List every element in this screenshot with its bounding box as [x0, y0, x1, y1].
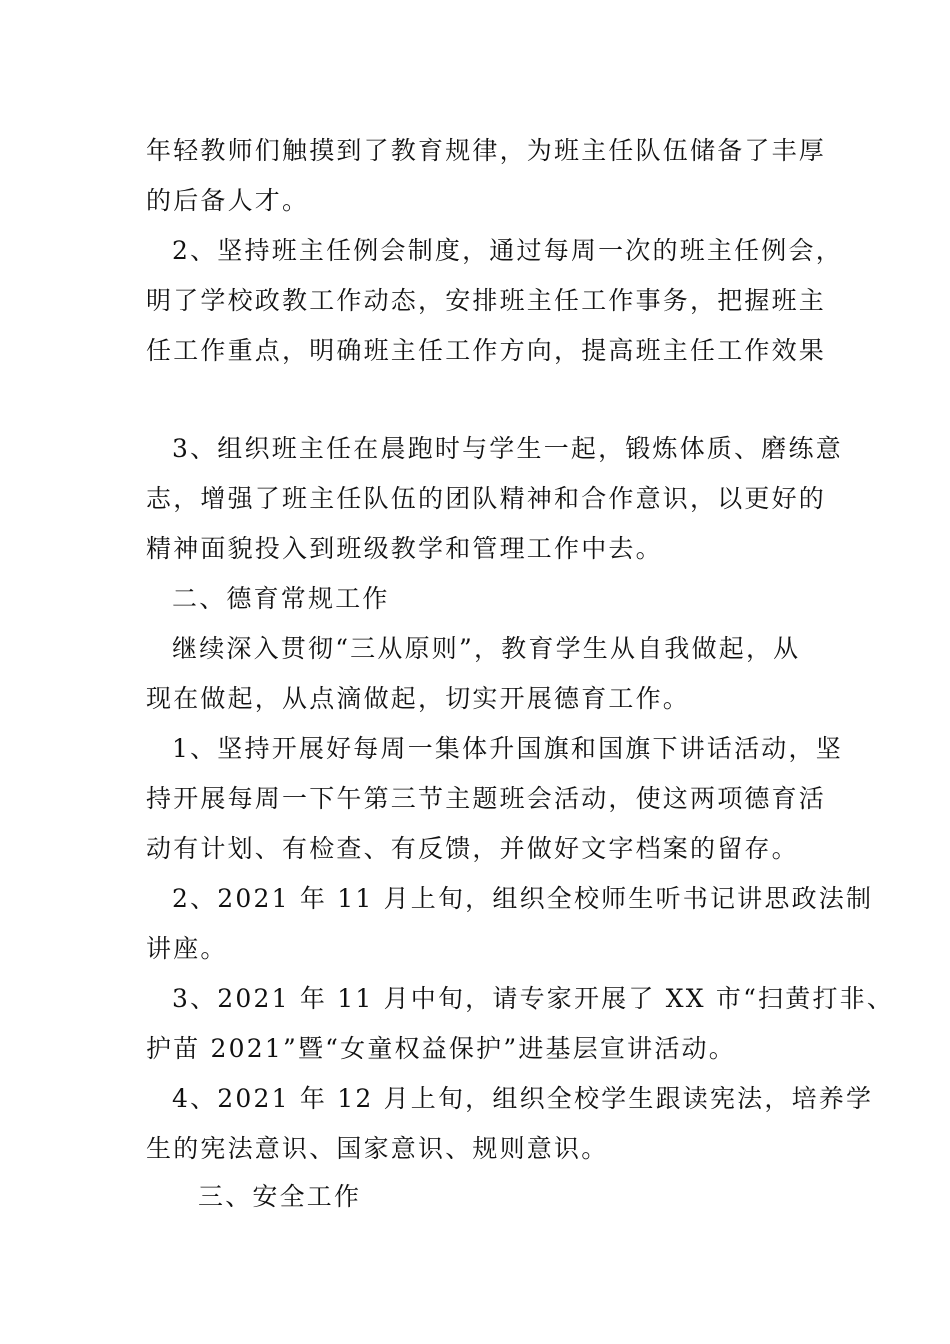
section-heading: 二、德育常规工作 [172, 584, 390, 613]
text-line: 继续深入贯彻“三从原则”，教育学生从自我做起，从 [172, 634, 801, 663]
text-line: 动有计划、有检查、有反馈，并做好文字档案的留存。 [146, 834, 799, 863]
text-line: 4、2021 年 12 月上旬，组织全校学生跟读宪法，培养学 [172, 1084, 874, 1113]
text-line: 3、2021 年 11 月中旬，请专家开展了 XX 市“扫黄打非、 [172, 984, 895, 1013]
text-line: 任工作重点，明确班主任工作方向，提高班主任工作效果 [146, 336, 827, 365]
text-line: 讲座。 [146, 934, 228, 963]
text-line: 年轻教师们触摸到了教育规律，为班主任队伍储备了丰厚 [146, 136, 827, 165]
text-line: 的后备人才。 [146, 186, 310, 215]
text-line: 现在做起，从点滴做起，切实开展德育工作。 [146, 684, 691, 713]
text-line: 3、组织班主任在晨跑时与学生一起，锻炼体质、磨练意 [172, 434, 843, 463]
text-line: 护苗 2021”暨“女童权益保护”进基层宣讲活动。 [146, 1034, 736, 1063]
text-line: 生的宪法意识、国家意识、规则意识。 [146, 1134, 609, 1163]
text-line: 1、坚持开展好每周一集体升国旗和国旗下讲话活动，坚 [172, 734, 843, 763]
text-line: 精神面貌投入到班级教学和管理工作中去。 [146, 534, 663, 563]
text-line: 2、2021 年 11 月上旬，组织全校师生听书记讲思政法制 [172, 884, 874, 913]
section-heading: 三、安全工作 [198, 1182, 362, 1211]
text-line: 志，增强了班主任队伍的团队精神和合作意识，以更好的 [146, 484, 827, 513]
text-line: 2、坚持班主任例会制度，通过每周一次的班主任例会， [172, 236, 843, 265]
text-line: 持开展每周一下午第三节主题班会活动，使这两项德育活 [146, 784, 827, 813]
text-line: 明了学校政教工作动态，安排班主任工作事务，把握班主 [146, 286, 827, 315]
